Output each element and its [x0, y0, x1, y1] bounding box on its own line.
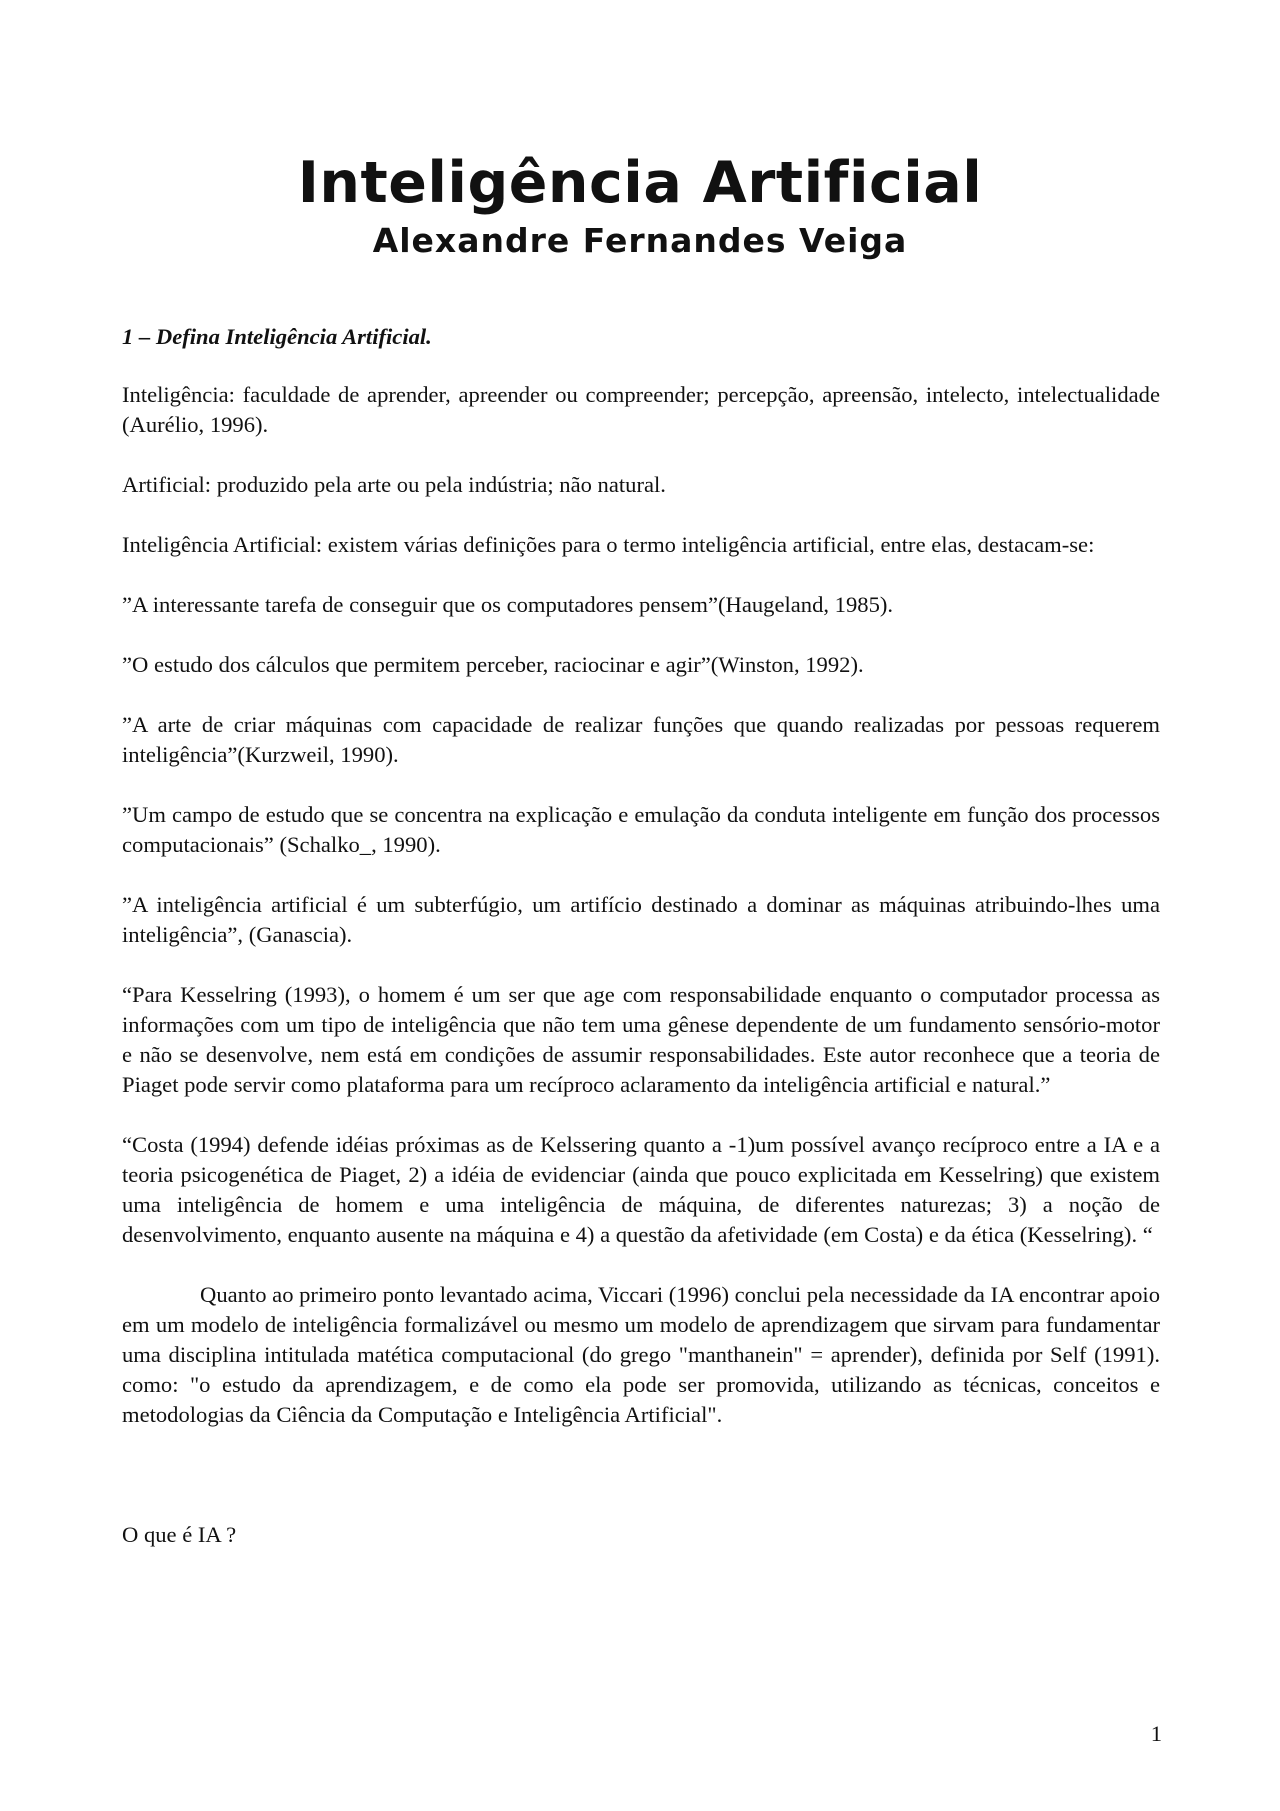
document-author: Alexandre Fernandes Veiga [372, 221, 908, 260]
document-title: Inteligência Artificial [297, 150, 983, 216]
quote-kurzweil: ”A arte de criar máquinas com capacidade de realizar funções que quando realizadas por pessoas requerem inteligência”(Kurzweil, 1990). [122, 712, 1160, 767]
section-heading: 1 – Defina Inteligência Artificial. [122, 324, 432, 349]
page-number: 1 [1150, 1721, 1162, 1746]
quote-kesselring: “Para Kesselring (1993), o homem é um ser que age com responsabilidade enquanto o computador processa as informações com um tipo de inteligência que não tem uma gênese dependente de um fundamento sensório-motor e não se desenvolve, nem está em condições de assumir responsabilidades. Este autor reconhece que a teoria de Piaget pode servir como plataforma para um recíproco aclaramento da inteligência artificial e natural.” [122, 982, 1160, 1097]
paragraph-viccari: Quanto ao primeiro ponto levantado acima, Viccari (1996) conclui pela necessidade da IA encontrar apoio em um modelo de inteligência formalizável ou mesmo um modelo de aprendizagem que sirvam para fundamentar uma disciplina intitulada matética computacional (do grego "manthanein" = aprender), definida por Self (1991). como: "o estudo da aprendizagem, e de como ela pode ser promovida, utilizando as técnicas, conceitos e metodologias da Ciência da Computação e Inteligência Artificial". [122, 1282, 1160, 1427]
quote-winston: ”O estudo dos cálculos que permitem perceber, raciocinar e agir”(Winston, 1992). [122, 652, 864, 677]
quote-costa: “Costa (1994) defende idéias próximas as de Kelssering quanto a -1)um possível avanço recíproco entre a IA e a teoria psicogenética de Piaget, 2) a idéia de evidenciar (ainda que pouco explicitada em Kesselring) que existem uma inteligência de homem e uma inteligência de máquina, de diferentes naturezas; 3) a noção de desenvolvimento, enquanto ausente na máquina e 4) a questão da afetividade (em Costa) e da ética (Kesselring). “ [122, 1132, 1160, 1247]
paragraph-definition-artificial: Artificial: produzido pela arte ou pela indústria; não natural. [122, 472, 666, 497]
paragraph-definition-inteligencia: Inteligência: faculdade de aprender, apreender ou compreender; percepção, apreensão, intelecto, intelectualidade (Aurélio, 1996). [122, 382, 1160, 437]
quote-ganascia: ”A inteligência artificial é um subterfúgio, um artifício destinado a dominar as máquinas atribuindo-lhes uma inteligência”, (Ganascia). [122, 892, 1160, 947]
quote-haugeland: ”A interessante tarefa de conseguir que os computadores pensem”(Haugeland, 1985). [122, 592, 894, 617]
paragraph-definition-ia: Inteligência Artificial: existem várias definições para o termo inteligência artificial, entre elas, destacam-se: [122, 532, 1095, 557]
question-o-que-e-ia: O que é IA ? [122, 1522, 237, 1547]
document-body [122, 322, 1160, 1580]
quote-schalkoff: ”Um campo de estudo que se concentra na explicação e emulação da conduta inteligente em função dos processos computacionais” (Schalko_, 1990). [122, 802, 1160, 857]
